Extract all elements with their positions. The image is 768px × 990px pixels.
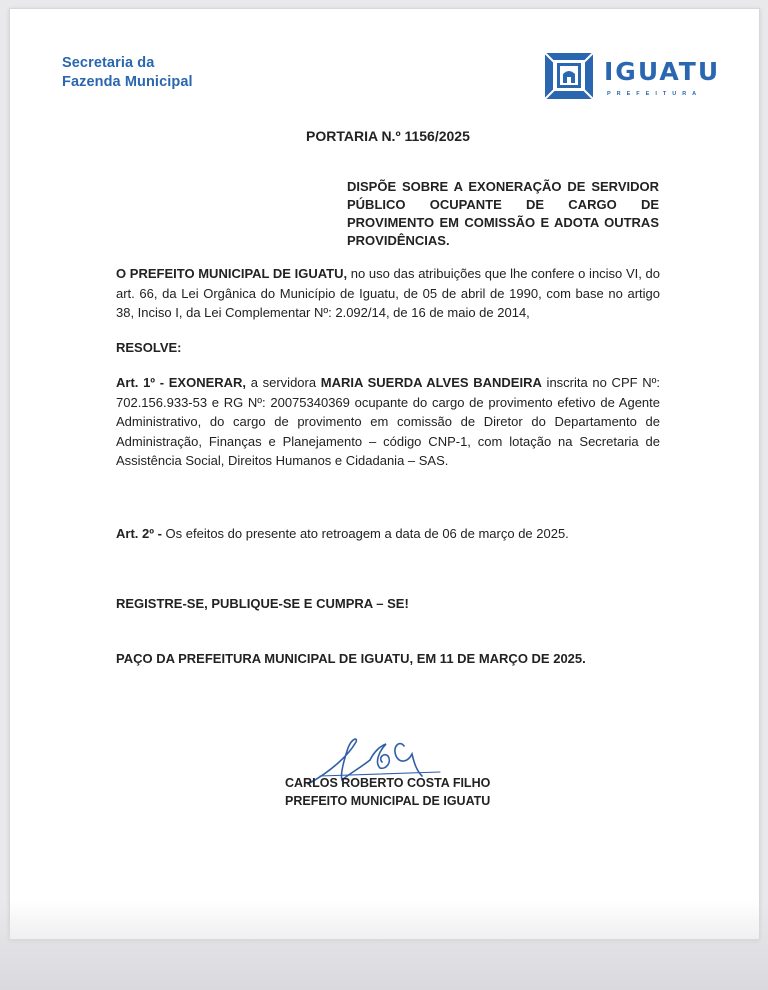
art1-label: Art. 1º - EXONERAR, xyxy=(116,375,247,390)
intro-text: no uso das atribuições que lhe confere o inciso VI, do art. 66, da Lei Orgânica do Município de Iguatu, de 05 de abril de 1990, com base no artigo 38, Inciso I, da Lei Complementar Nº: 2.092/14, de 16 de maio de 2014, xyxy=(116,266,660,320)
art2-label: Art. 2º - xyxy=(116,526,162,541)
art1-name: MARIA SUERDA ALVES BANDEIRA xyxy=(320,375,542,390)
ementa: DISPÕE SOBRE A EXONERAÇÃO DE SERVIDOR PÚBLICO OCUPANTE DE CARGO DE PROVIMENTO EM COMISSÃO E ADOTA OUTRAS PROVIDÊNCIAS. xyxy=(347,179,659,248)
iguatu-coat-of-arms-icon xyxy=(544,52,594,100)
logo-subtitle: PREFEITURA xyxy=(607,91,703,97)
art2-text: Os efeitos do presente ato retroagem a data de 06 de março de 2025. xyxy=(161,526,569,541)
art1-text-a: a servidora xyxy=(246,375,321,390)
secretaria-header xyxy=(62,54,193,92)
signatory-role: PREFEITO MUNICIPAL DE IGUATU xyxy=(285,794,491,808)
article-2 xyxy=(116,524,660,544)
logo-name: IGUATU xyxy=(604,57,721,86)
org-line-2: Fazenda Municipal xyxy=(62,74,193,90)
article-1 xyxy=(116,373,660,471)
resolve-heading: RESOLVE: xyxy=(116,340,182,355)
document-title: PORTARIA N.º 1156/2025 xyxy=(306,128,470,144)
paco-line: PAÇO DA PREFEITURA MUNICIPAL DE IGUATU, EM 11 DE MARÇO DE 2025. xyxy=(116,651,586,666)
registre-line: REGISTRE-SE, PUBLIQUE-SE E CUMPRA – SE! xyxy=(116,596,409,611)
org-line-1: Secretaria da xyxy=(62,55,155,71)
iguatu-logo xyxy=(544,52,721,108)
intro-bold: O PREFEITO MUNICIPAL DE IGUATU, xyxy=(116,266,348,281)
signature-block xyxy=(285,774,490,810)
intro-paragraph xyxy=(116,264,660,323)
page-bottom-shade xyxy=(0,900,768,990)
signatory-name: CARLOS ROBERTO COSTA FILHO xyxy=(285,776,491,790)
art1-text-b: inscrita no CPF Nº: 702.156.933-53 e RG Nº: 20075340369 ocupante do cargo de provimento efetivo de Agente Administrativo, do cargo de provimento em comissão de Diretor do Departamento de Administração, Finanças e Planejamento – código CNP-1, com lotação na Secretaria de Assistência Social, Direitos Humanos e Cidadania – SAS. xyxy=(116,375,660,468)
